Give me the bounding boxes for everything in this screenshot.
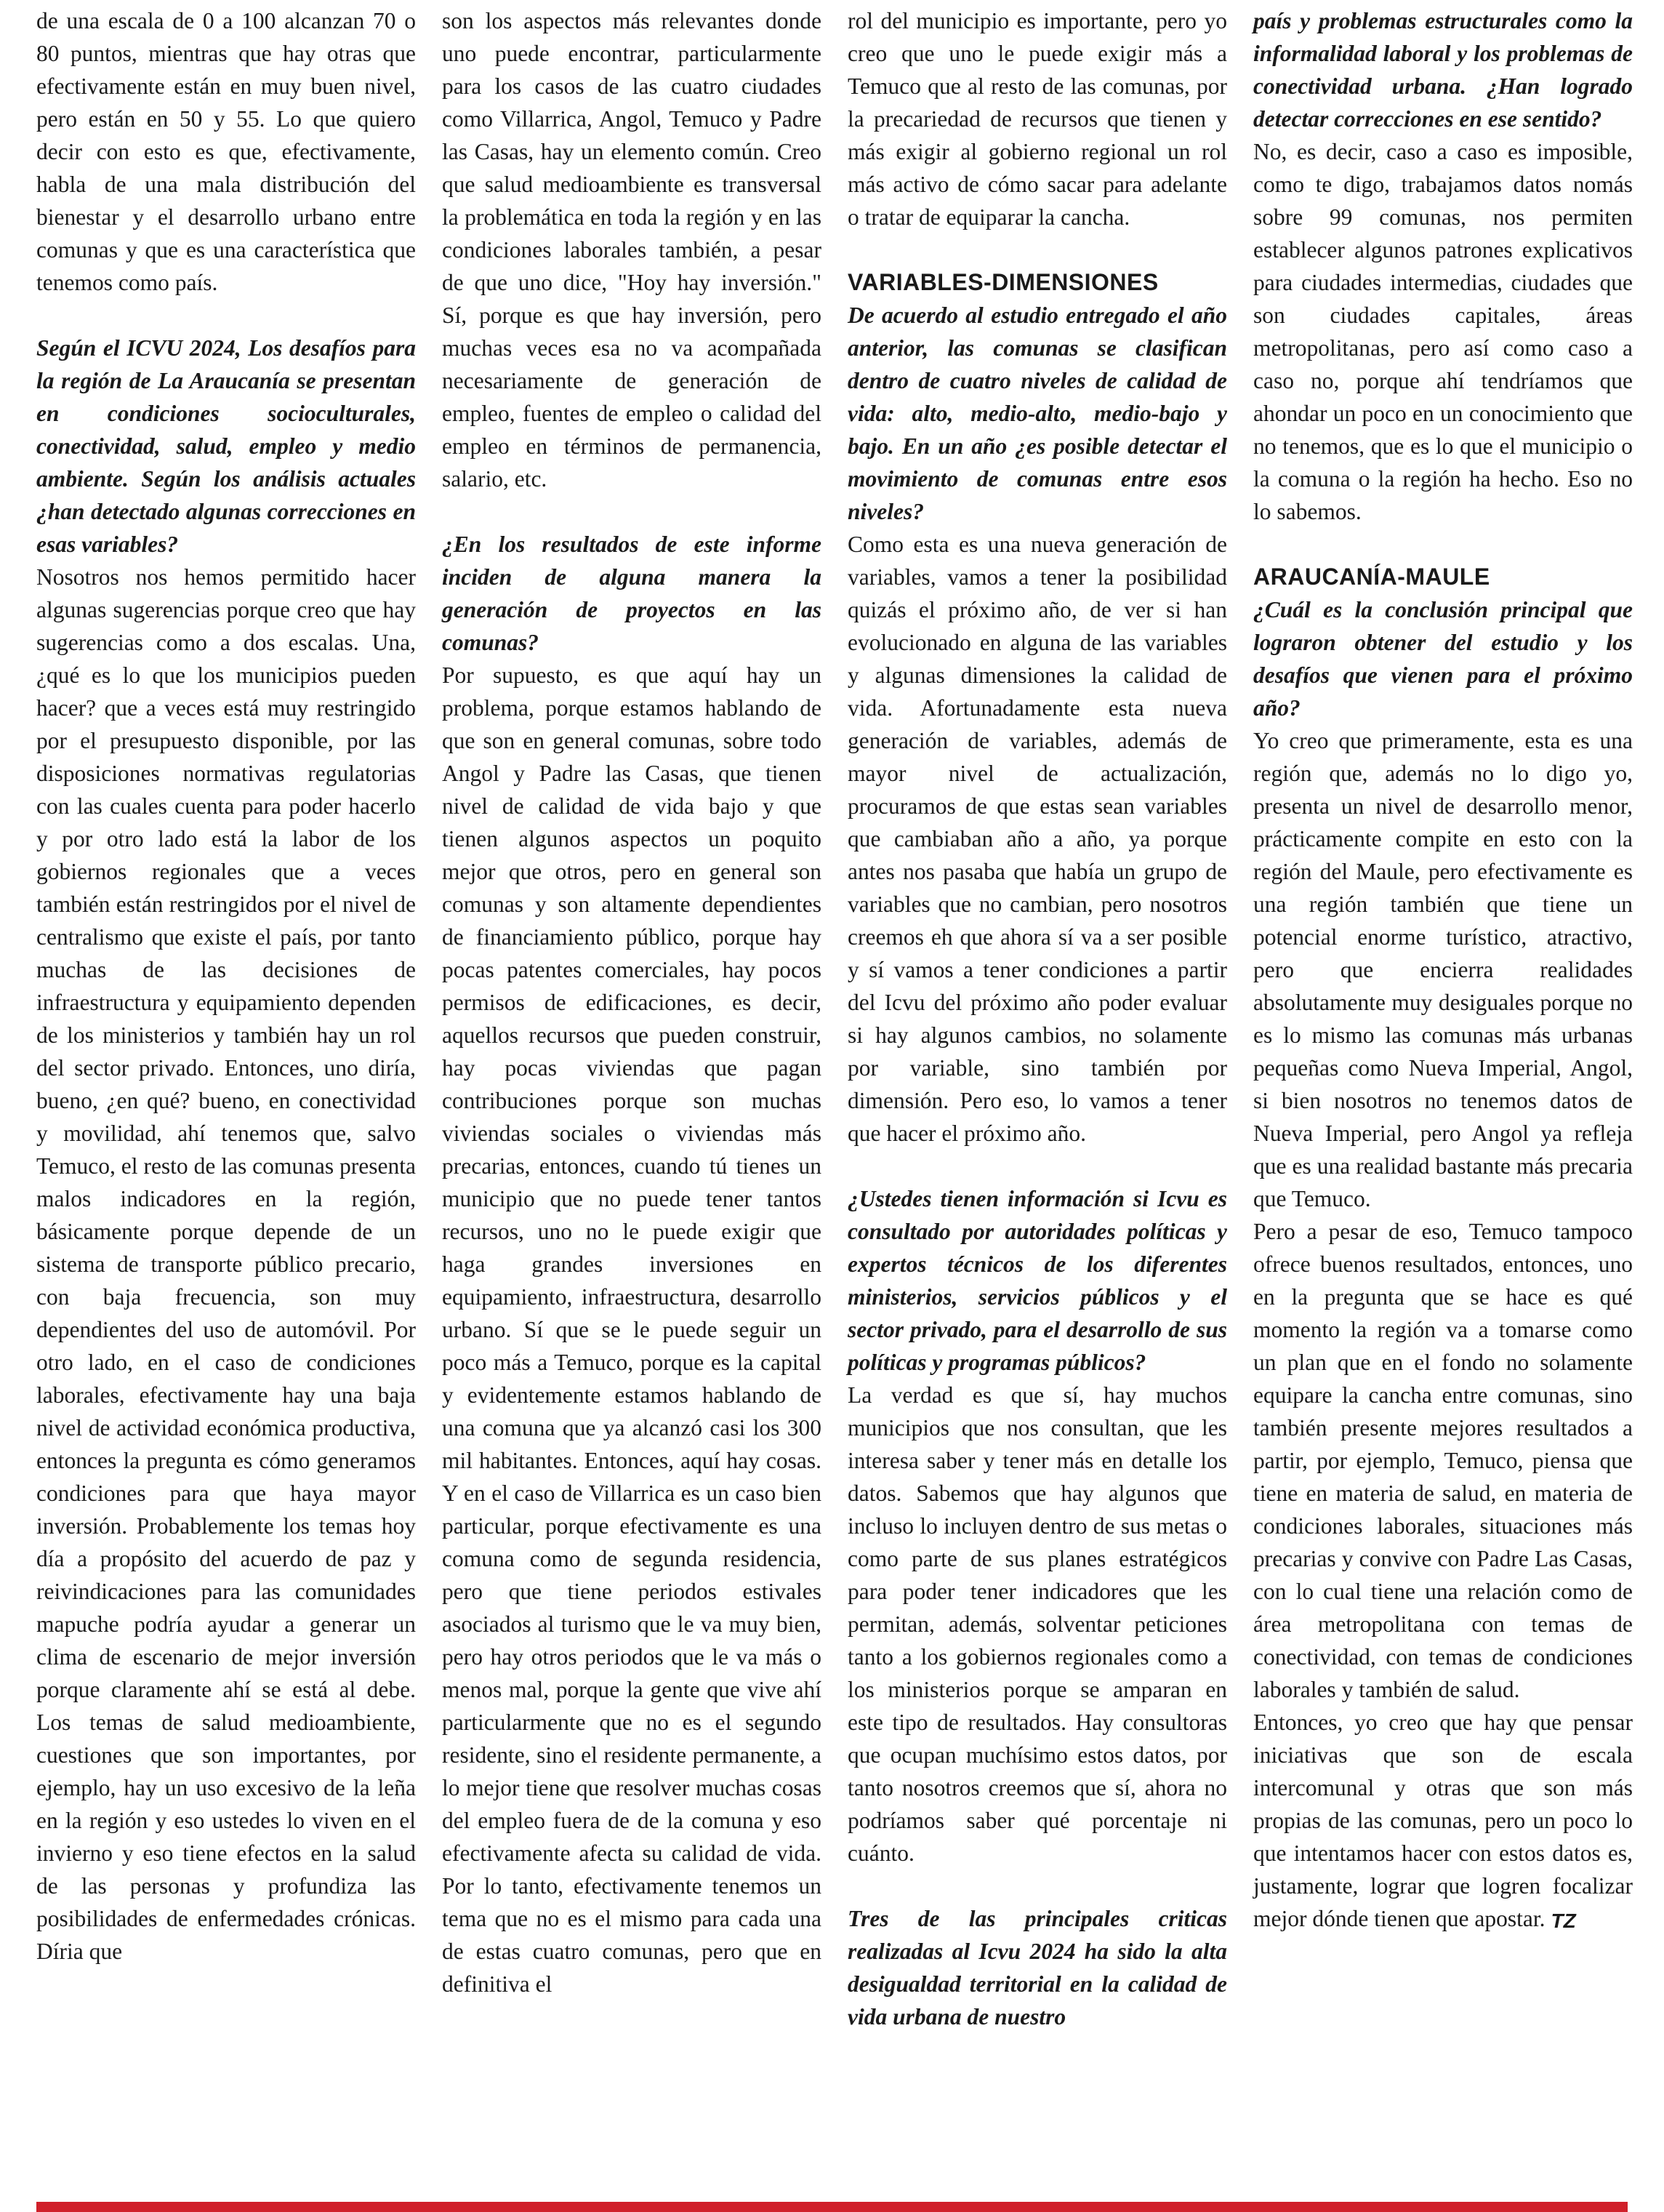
paragraph: La verdad es que sí, hay muchos municipios que nos consultan, que les interesa saber y tener más en detalle los datos. Sabemos que hay algunos que incluso lo incluyen dentro de sus metas o como parte de sus planes estratégicos para poder tener indicadores que les permitan, además, solventar peticiones tanto a los gobiernos regionales como a los ministerios porque se amparan en este tipo de resultados. Hay consultoras que ocupan muchísimo estos datos, por tanto nosotros creemos que sí, ahora no podríamos saber qué porcentaje ni cuánto. (848, 1382, 1227, 1866)
column-2 (442, 4, 821, 2033)
paragraph: son los aspectos más relevantes donde uno puede encontrar, particularmente para los casos de las cuatro ciudades como Villarrica, Angol, Temuco y Padre las Casas, hay un elemento común. Creo que salud medioambiente es transversal la problemática en toda la región y en las condiciones laborales también, a pesar de que uno dice, "Hoy hay inversión." Sí, porque es que hay inversión, pero muchas veces esa no va acompañada necesariamente de generación de empleo, fuentes de empleo o calidad del empleo en términos de permanencia, salario, etc. (442, 8, 821, 492)
bottom-red-rule (36, 2202, 1628, 2212)
paragraph: Yo creo que primeramente, esta es una región que, además no lo digo yo, presenta un nivel de desarrollo menor, prácticamente compite en esto con la región del Maule, pero efectivamente es una región también que tiene un potencial enorme turístico, atractivo, pero que encierra realidades absolutamente muy desiguales porque no es lo mismo las comunas más urbanas pequeñas como Nueva Imperial, Angol, si bien nosotros no tenemos datos de Nueva Imperial, pero Angol ya refleja que es una realidad bastante más precaria que Temuco. (1253, 728, 1633, 1211)
paragraph: rol del municipio es importante, pero yo creo que uno le puede exigir más a Temuco que al resto de las comunas, por la precariedad de recursos que tienen y más exigir al gobierno regional un rol más activo de cómo sacar para adelante o tratar de equiparar la cancha. (848, 8, 1227, 230)
paragraph: No, es decir, caso a caso es imposible, como te digo, trabajamos datos nomás sobre 99 comunas, nos permiten establecer algunos patrones explicativos para ciudades intermedias, ciudades que son ciudades capitales, áreas metropolitanas, pero así como caso a caso no, porque ahí tendríamos que ahondar un poco en un conocimiento que no tenemos, que es lo que el municipio o la comuna o la región ha hecho. Eso no lo sabemos. (1253, 139, 1633, 524)
column-4 (1253, 4, 1633, 2033)
section-heading: VARIABLES-DIMENSIONES (848, 269, 1159, 295)
paragraph: Por supuesto, es que aquí hay un problema, porque estamos hablando de que son en general comunas, sobre todo Angol y Padre las Casas, que tienen nivel de calidad de vida bajo y que tienen algunos aspectos un poquito mejor que otros, pero en general son comunas y son altamente dependientes de financiamiento público, porque hay pocas patentes comerciales, hay pocos permisos de edificaciones, es decir, aquellos recursos que pueden construir, hay pocas viviendas que pagan contribuciones porque son muchas viviendas sociales o viviendas más precarias, entonces, cuando tú tienes un municipio que no puede tener tantos recursos, uno no le puede exigir que haga grandes inversiones en equipamiento, infraestructura, desarrollo urbano. Sí que se le puede seguir un poco más a Temuco, porque es la capital y evidentemente estamos hablando de una comuna que ya alcanzó casi los 300 mil habitantes. Entonces, aquí hay cosas. Y en el caso de Villarrica es un caso bien particular, porque efectivamente es una comuna como de segunda residencia, pero que tiene periodos estivales asociados al turismo que le va muy bien, pero hay otros periodos que le va más o menos mal, porque la gente que vive ahí particularmente que no es el segundo residente, sino el residente permanente, a lo mejor tiene que resolver muchas cosas del empleo fuera de de la comuna y eso efectivamente afecta su calidad de vida. Por lo tanto, efectivamente tenemos un tema que no es el mismo para cada una de estas cuatro comunas, pero que en definitiva el (442, 662, 821, 1997)
paragraph-text: Entonces, yo creo que hay que pensar iniciativas que son de escala intercomunal y otras que son más propias de las comunas, pero un poco lo que intentamos hacer con estos datos es, justamente, lograr que logren focalizar mejor dónde tienen que apostar. (1253, 1710, 1633, 1931)
section-heading: ARAUCANÍA-MAULE (1253, 564, 1490, 590)
interview-question: ¿Ustedes tienen información si Icvu es consultado por autoridades políticas y expertos técnicos de los diferentes ministerios, servicios públicos y el sector privado, para el desarrollo de sus políticas y programas públicos? (848, 1186, 1227, 1375)
paragraph: de una escala de 0 a 100 alcanzan 70 o 80 puntos, mientras que hay otras que efectivamente están en muy buen nivel, pero están en 50 y 55. Lo que quiero decir con esto es que, efectivamente, habla de una mala distribución del bienestar y el desarrollo urbano entre comunas y que es una característica que tenemos como país. (36, 8, 416, 295)
interview-question: Tres de las principales criticas realizadas al Icvu 2024 ha sido la alta desigualdad territorial en la calidad de vida urbana de nuestro (848, 1906, 1227, 2029)
interview-question: De acuerdo al estudio entregado el año anterior, las comunas se clasifican dentro de cuatro niveles de calidad de vida: alto, medio-alto, medio-bajo y bajo. En un año ¿es posible detectar el movimiento de comunas entre esos niveles? (848, 302, 1227, 524)
end-mark-logo: TZ (1551, 1909, 1576, 1932)
paragraph-final (1253, 1706, 1633, 1935)
column-3 (848, 4, 1227, 2033)
article-columns (36, 4, 1636, 2033)
interview-question: país y problemas estructurales como la informalidad laboral y los problemas de conectividad urbana. ¿Han logrado detectar correcciones en ese sentido? (1253, 8, 1633, 132)
column-1 (36, 4, 416, 2033)
paragraph: Pero a pesar de eso, Temuco tampoco ofrece buenos resultados, entonces, uno en la pregunta que se hace es qué momento la región va a tomarse como un plan que en el fondo no solamente equipare la cancha entre comunas, sino también presente mejores resultados a partir, por ejemplo, Temuco, piensa que tiene en materia de salud, en materia de condiciones laborales, situaciones más precarias y convive con Padre Las Casas, con lo cual tiene una relación como de área metropolitana con temas de conectividad, con temas de condiciones laborales y también de salud. (1253, 1219, 1633, 1702)
paragraph: Nosotros nos hemos permitido hacer algunas sugerencias porque creo que hay sugerencias como a dos escalas. Una, ¿qué es lo que los municipios pueden hacer? que a veces está muy restringido por el presupuesto disponible, por las disposiciones normativas regulatorias con las cuales cuenta para poder hacerlo y por otro lado está la labor de los gobiernos regionales que a veces también están restringidos por el nivel de centralismo que existe el país, por tanto muchas de las decisiones de infraestructura y equipamiento dependen de los ministerios y también hay un rol del sector privado. Entonces, uno diría, bueno, ¿en qué? bueno, en conectividad y movilidad, ahí tenemos que, salvo Temuco, el resto de las comunas presenta malos indicadores en la región, básicamente porque depende de un sistema de transporte público precario, con baja frecuencia, son muy dependientes del uso de automóvil. Por otro lado, en el caso de condiciones laborales, efectivamente hay una baja nivel de actividad económica productiva, entonces la pregunta es cómo generamos condiciones para que haya mayor inversión. Probablemente los temas hoy día a propósito del acuerdo de paz y reivindicaciones para las comunidades mapuche podría ayudar a generar un clima de escenario de mejor inversión porque claramente ahí se está al debe. Los temas de salud medioambiente, cuestiones que son importantes, por ejemplo, hay un uso excesivo de la leña en la región y eso ustedes lo viven en el invierno y eso tiene efectos en la salud de las personas y profundiza las posibilidades de enfermedades crónicas. Díria que (36, 564, 416, 1964)
interview-question: ¿Cuál es la conclusión principal que lograron obtener del estudio y los desafíos que vienen para el próximo año? (1253, 597, 1633, 721)
paragraph: Como esta es una nueva generación de variables, vamos a tener la posibilidad quizás el próximo año, de ver si han evolucionado en alguna de las variables y algunas dimensiones la calidad de vida. Afortunadamente esta nueva generación de variables, además de mayor nivel de actualización, procuramos de que estas sean variables que cambiaban año a año, ya porque antes nos pasaba que había un grupo de variables que no cambian, pero nosotros creemos eh que ahora sí va a ser posible y sí vamos a tener condiciones a partir del Icvu del próximo año poder evaluar si hay algunos cambios, no solamente por variable, sino también por dimensión. Pero eso, lo vamos a tener que hacer el próximo año. (848, 532, 1227, 1146)
interview-question: Según el ICVU 2024, Los desafíos para la región de La Araucanía se presentan en condiciones socioculturales, conectividad, salud, empleo y medio ambiente. Según los análisis actuales ¿han detectado algunas correcciones en esas variables? (36, 335, 416, 557)
interview-question: ¿En los resultados de este informe inciden de alguna manera la generación de proyectos en las comunas? (442, 532, 821, 655)
